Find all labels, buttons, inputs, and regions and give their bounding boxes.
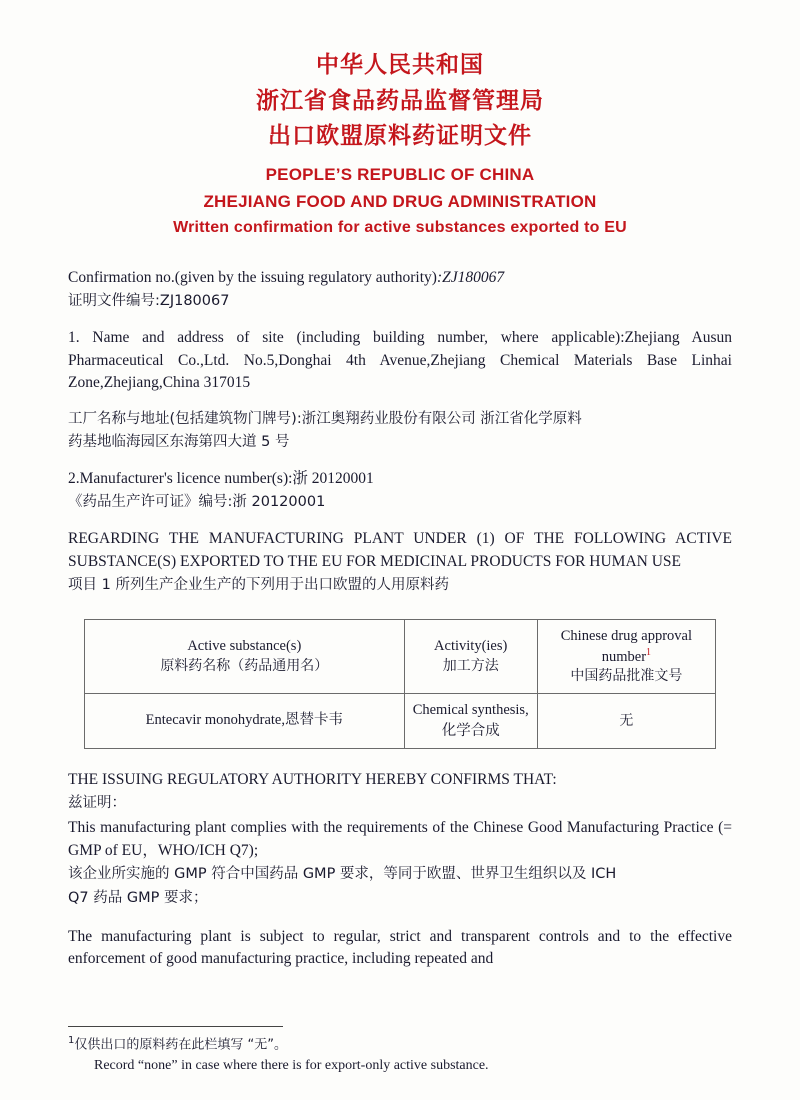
gmp-compliance-cn-line-1: 该企业所实施的 GMP 符合中国药品 GMP 要求，等同于欧盟、世界卫生组织以及 ICH	[68, 866, 617, 883]
document-header	[68, 48, 732, 241]
th-activity-en: Activity(ies)	[434, 638, 508, 655]
th-activity-cn: 加工方法	[442, 657, 499, 674]
cell-activity: Chemical synthesis,化学合成	[404, 693, 537, 748]
th-active-substance-en: Active substance(s)	[187, 638, 302, 655]
active-substances-table	[84, 619, 716, 749]
table-header-row	[85, 619, 716, 693]
table-header-approval-number	[537, 619, 715, 693]
confirmation-paren: (given by the issuing regulatory authority)	[174, 268, 437, 286]
site-name-address-en: 1. Name and address of site (including building number, where applicable):Zhejiang Ausun Pharmaceutical Co.,Ltd. No.5,Donghai 4th Avenue,Zhejiang Chemical Materials Base Linhai Zone,Zhejiang,China 317015	[68, 329, 732, 392]
header-cn-line-2: 浙江省食品药品监督管理局	[256, 87, 544, 114]
th-active-substance-cn: 原料药名称（药品通用名）	[160, 657, 329, 674]
th-approval-en-text: Chinese drug approval number	[560, 627, 693, 666]
gmp-compliance-cn-line-2: Q7 药品 GMP 要求；	[68, 889, 208, 906]
footnote-cn-line	[68, 1033, 732, 1055]
confirmation-colon: :	[436, 268, 443, 286]
table-head	[85, 619, 716, 693]
controls-statement-en: The manufacturing plant is subject to regular, strict and transparent controls and to the effective enforcement of good manufacturing practice, including repeated and	[68, 927, 732, 968]
footnote-en-text: Record “none” in case where there is for export-only active substance.	[94, 1058, 489, 1073]
licence-number-en: 2.Manufacturer's licence number(s):浙 20120001	[68, 470, 374, 488]
footnote-marker-icon: 1	[646, 647, 652, 659]
confirmation-value: ZJ180067	[442, 268, 505, 286]
regarding-statement-en: REGARDING THE MANUFACTURING PLANT UNDER (1) OF THE FOLLOWING ACTIVE SUBSTANCE(S) EXPORTED TO THE EU FOR MEDICINAL PRODUCTS FOR HUMAN USE	[68, 530, 732, 570]
footnote-number: 1	[68, 1035, 75, 1047]
table-header-active-substance	[85, 619, 405, 693]
footnote-divider	[68, 1026, 283, 1027]
table-body	[85, 693, 716, 748]
header-en-line-3: Written confirmation for active substances exported to EU	[173, 219, 627, 237]
header-en-line-1: PEOPLE’S REPUBLIC OF CHINA	[265, 164, 535, 184]
table-row	[85, 693, 716, 748]
gmp-compliance-en: This manufacturing plant complies with the requirements of the Chinese Good Manufacturing Practice (= GMP of EU，WHO/ICH Q7);	[68, 819, 732, 859]
confirmation-label: Confirmation no.	[68, 268, 175, 286]
regarding-statement-cn: 项目 1 所列生产企业生产的下列用于出口欧盟的人用原料药	[68, 577, 449, 594]
cell-active-substance: Entecavir monohydrate,恩替卡韦	[85, 693, 405, 748]
active-substances-table-wrap	[68, 619, 732, 749]
footnote-cn-text: 仅供出口的原料药在此栏填写 “无”。	[74, 1037, 287, 1053]
document-body	[68, 267, 732, 971]
licence-number-cn: 《药品生产许可证》编号:浙 20120001	[68, 494, 326, 511]
header-cn-line-1: 中华人民共和国	[316, 52, 484, 78]
footnote-block	[68, 1026, 732, 1074]
header-cn-line-3: 出口欧盟原料药证明文件	[268, 123, 532, 150]
confirms-title-cn: 兹证明：	[68, 795, 126, 812]
cell-approval-number: 无	[537, 693, 715, 748]
confirms-title-en: THE ISSUING REGULATORY AUTHORITY HEREBY CONFIRMS THAT:	[68, 770, 557, 788]
th-approval-en	[544, 626, 709, 667]
header-en-line-2: ZHEJIANG FOOD AND DRUG ADMINISTRATION	[203, 192, 597, 212]
th-approval-cn: 中国药品批准文号	[570, 668, 683, 685]
confirmation-number-line	[68, 267, 732, 289]
site-name-address-cn-line-1: 工厂名称与地址(包括建筑物门牌号):浙江奥翔药业股份有限公司 浙江省化学原料	[68, 410, 582, 427]
confirmation-number-cn: 证明文件编号:ZJ180067	[68, 293, 230, 310]
site-name-address-cn-line-2: 药基地临海园区东海第四大道 5 号	[68, 434, 290, 451]
table-header-activity	[404, 619, 537, 693]
